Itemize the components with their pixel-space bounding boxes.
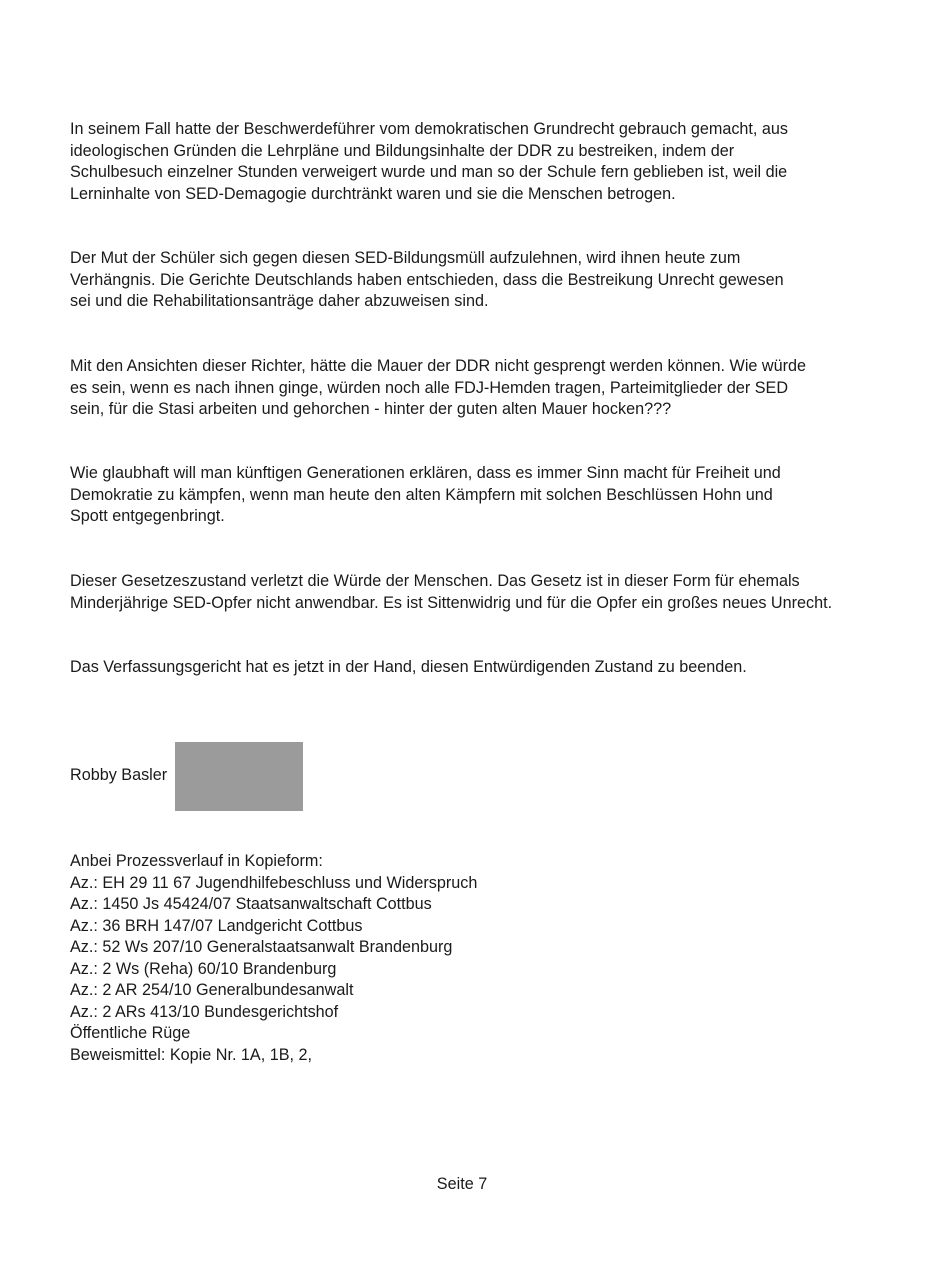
- text-line: Mit den Ansichten dieser Richter, hätte die Mauer der DDR nicht gesprengt werden können. Wie würde: [70, 357, 807, 375]
- text-line: Minderjährige SED-Opfer nicht anwendbar. Es ist Sittenwidrig und für die Opfer ein großes neues Unrecht.: [70, 593, 833, 612]
- paragraph: [70, 248, 784, 313]
- list-item: Az.: 1450 Js 45424/07 Staatsanwaltschaft Cottbus: [70, 895, 432, 913]
- signature-name: Robby Basler: [70, 766, 168, 784]
- list-item: Öffentliche Rüge: [70, 1024, 191, 1042]
- text-line: sein, für die Stasi arbeiten und gehorchen - hinter der guten alten Mauer hocken???: [70, 400, 672, 418]
- text-line: Lerninhalte von SED-Demagogie durchtränkt waren und sie die Menschen betrogen.: [70, 184, 676, 203]
- page-number: Seite 7: [436, 1175, 488, 1193]
- list-item: Az.: 2 Ws (Reha) 60/10 Brandenburg: [70, 959, 337, 978]
- text-line: Wie glaubhaft will man künftigen Generationen erklären, dass es immer Sinn macht für Freiheit und: [70, 464, 781, 482]
- paragraph: [70, 119, 788, 205]
- text-line: Das Verfassungsgericht hat es jetzt in der Hand, diesen Entwürdigenden Zustand zu beenden.: [70, 658, 747, 676]
- text-line: sei und die Rehabilitationsanträge daher abzuweisen sind.: [70, 292, 489, 310]
- list-item: Az.: 52 Ws 207/10 Generalstaatsanwalt Brandenburg: [70, 938, 453, 956]
- list-item: Az.: EH 29 11 67 Jugendhilfebeschluss und Widerspruch: [70, 873, 478, 892]
- paragraph: [70, 657, 747, 679]
- list-item: Beweismittel: Kopie Nr. 1A, 1B, 2,: [70, 1045, 313, 1064]
- paragraph: [70, 463, 781, 528]
- list-item: Anbei Prozessverlauf in Kopieform:: [70, 852, 323, 870]
- attachment-list: [70, 851, 477, 1066]
- list-item: Az.: 2 ARs 413/10 Bundesgerichtshof: [70, 1002, 339, 1021]
- text-line: Spott entgegenbringt.: [70, 507, 225, 525]
- text-line: Verhängnis. Die Gerichte Deutschlands haben entschieden, dass die Bestreikung Unrecht gewesen: [70, 270, 784, 289]
- text-line: In seinem Fall hatte der Beschwerdeführer vom demokratischen Grundrecht gebrauch gemacht, aus: [70, 120, 789, 138]
- list-item: Az.: 2 AR 254/10 Generalbundesanwalt: [70, 981, 354, 999]
- text-line: ideologischen Gründen die Lehrpläne und Bildungsinhalte der DDR zu bestreiken, indem der: [70, 141, 735, 160]
- text-line: Der Mut der Schüler sich gegen diesen SED-Bildungsmüll aufzulehnen, wird ihnen heute zum: [70, 249, 741, 267]
- text-line: Demokratie zu kämpfen, wenn man heute den alten Kämpfern mit solchen Beschlüssen Hohn und: [70, 485, 773, 504]
- paragraph: [70, 356, 806, 421]
- text-line: es sein, wenn es nach ihnen ginge, würden noch alle FDJ-Hemden tragen, Parteimitglieder der SED: [70, 378, 789, 397]
- text-line: Schulbesuch einzelner Stunden verweigert wurde und man so der Schule fern geblieben ist, weil die: [70, 163, 788, 181]
- list-item: Az.: 36 BRH 147/07 Landgericht Cottbus: [70, 916, 363, 935]
- text-line: Dieser Gesetzeszustand verletzt die Würde der Menschen. Das Gesetz ist in dieser Form für ehemals: [70, 572, 800, 590]
- redaction-box: [175, 742, 303, 811]
- paragraph: [70, 571, 832, 614]
